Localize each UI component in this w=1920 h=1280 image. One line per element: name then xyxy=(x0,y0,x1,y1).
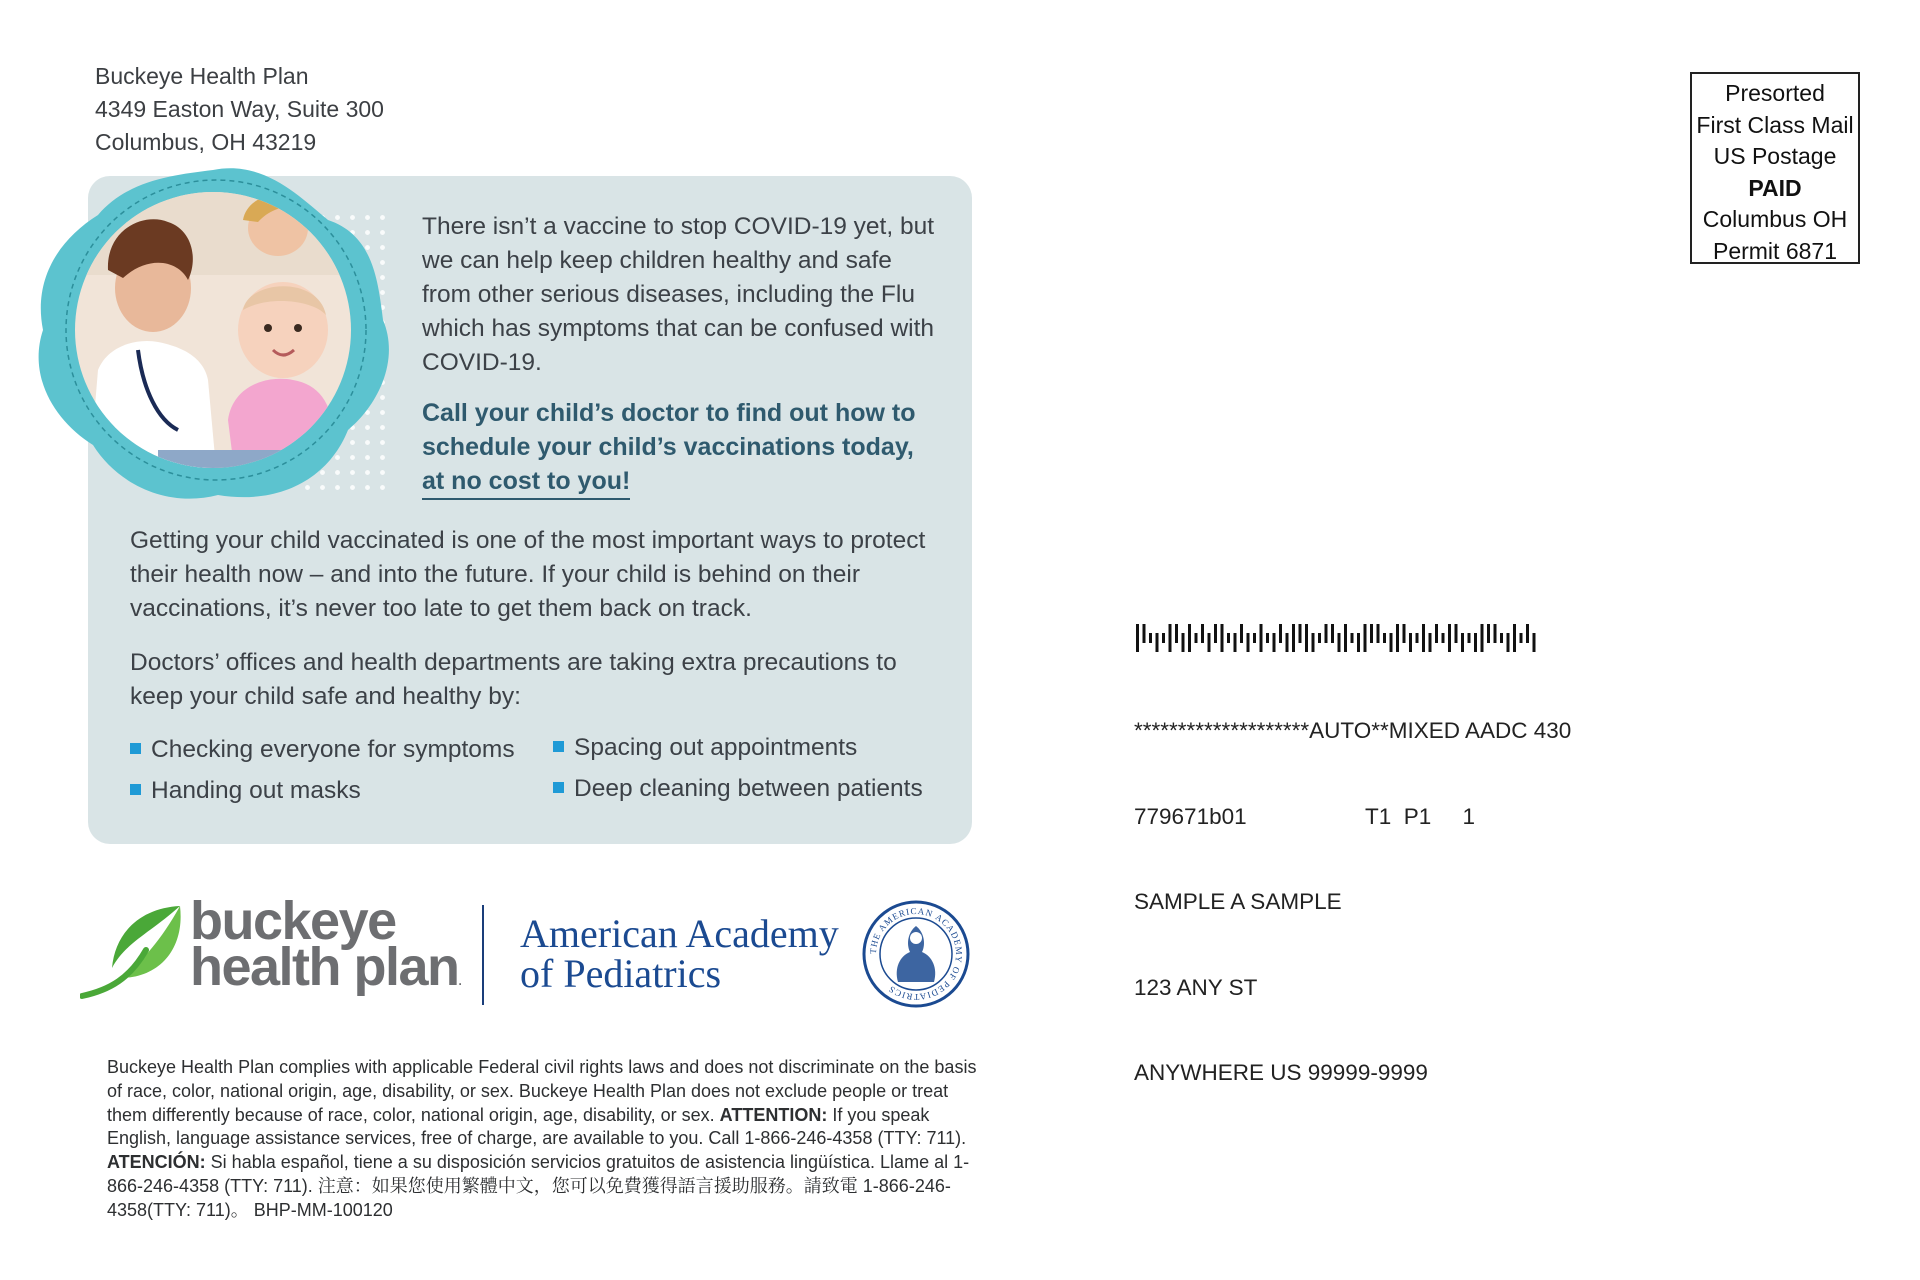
bullet-item xyxy=(130,777,361,805)
barcode-bar xyxy=(1461,633,1464,652)
barcode-bar xyxy=(1344,624,1347,652)
aap-seal-text: THE AMERICAN ACADEMY OF PEDIATRICS xyxy=(867,905,965,1003)
barcode-bar xyxy=(1442,633,1445,643)
photo-blob-icon xyxy=(28,160,398,510)
bullet-square-icon xyxy=(130,743,141,754)
recipient-name: SAMPLE A SAMPLE xyxy=(1134,889,1342,914)
barcode-bar xyxy=(1325,624,1328,643)
barcode-bar xyxy=(1429,633,1432,652)
barcode-bar xyxy=(1507,633,1510,652)
barcode-bar xyxy=(1331,624,1334,643)
tracking-line: 779671b01 T1 P1 1 xyxy=(1134,803,1476,829)
buckeye-line1: buckeye xyxy=(190,891,396,951)
barcode-bar xyxy=(1390,633,1393,652)
intro-paragraph: There isn’t a vaccine to stop COVID-19 yet, but we can help keep children healthy and safe from other serious diseases, including the Flu which has symptoms that can be confused with COVID-19. xyxy=(422,213,935,376)
logo-divider xyxy=(482,905,484,1005)
barcode-bar xyxy=(1169,624,1172,652)
barcode-bar xyxy=(1201,624,1204,643)
barcode-bar xyxy=(1448,624,1451,652)
barcode-bar xyxy=(1409,633,1412,652)
barcode-bar xyxy=(1416,633,1419,643)
barcode-bar xyxy=(1175,624,1178,643)
return-city: Columbus, OH 43219 xyxy=(95,129,317,155)
return-address xyxy=(95,60,384,159)
barcode-bar xyxy=(1260,624,1263,652)
barcode-bar xyxy=(1520,633,1523,643)
barcode-bar xyxy=(1338,633,1341,652)
barcode-bar xyxy=(1422,624,1425,652)
call-to-action xyxy=(422,396,942,498)
attention-label: ATTENTION: xyxy=(719,1104,828,1125)
barcode-bar xyxy=(1162,633,1165,643)
bullet-square-icon xyxy=(130,784,141,795)
mailing-address xyxy=(1134,660,1571,1116)
indicia-paid: PAID xyxy=(1748,174,1802,201)
indicia-line3: US Postage xyxy=(1713,143,1837,169)
barcode-bar xyxy=(1247,633,1250,652)
body-paragraph-2: Doctors’ offices and health departments are taking extra precautions to keep your child safe and healthy by: xyxy=(130,649,897,710)
recipient-street: 123 ANY ST xyxy=(1134,974,1258,1000)
barcode-bar xyxy=(1513,624,1516,652)
bullet-item xyxy=(553,734,857,762)
nondiscrimination-notice xyxy=(107,1056,987,1223)
barcode-bar xyxy=(1357,633,1360,652)
barcode-bar xyxy=(1279,624,1282,643)
bullet-text: Handing out masks xyxy=(151,777,361,804)
barcode-bar xyxy=(1396,624,1399,652)
barcode-bar xyxy=(1156,633,1159,652)
indicia-permit: Permit 6871 xyxy=(1712,237,1837,264)
imb-barcode xyxy=(1134,624,1654,654)
barcode-bar xyxy=(1234,633,1237,652)
barcode-bar xyxy=(1494,624,1497,643)
barcode-bar xyxy=(1468,633,1471,643)
barcode-bar xyxy=(1526,624,1529,643)
barcode-bar xyxy=(1266,633,1269,643)
barcode-bar xyxy=(1533,633,1536,652)
barcode-bar xyxy=(1487,624,1490,643)
aap-line1: American Academy xyxy=(520,911,839,956)
barcode-bar xyxy=(1208,633,1211,652)
buckeye-logo-text xyxy=(190,891,462,1004)
barcode-bar xyxy=(1253,633,1256,643)
bullet-item xyxy=(553,775,923,803)
cta-main: Call your child’s doctor to find out how to schedule your child’s vaccinations today, xyxy=(422,399,916,461)
barcode-bar xyxy=(1240,624,1243,643)
presort-line: ********************AUTO**MIXED AADC 430 xyxy=(1134,718,1572,743)
barcode-bar xyxy=(1195,633,1198,643)
cta-no-cost: at no cost to you! xyxy=(422,467,630,500)
barcode-bar xyxy=(1214,624,1217,643)
aap-logo-text xyxy=(520,911,839,996)
indicia-line2: First Class Mail xyxy=(1696,111,1854,138)
barcode-bar xyxy=(1364,624,1367,652)
body-paragraph-1: Getting your child vaccinated is one of the most important ways to protect their health now – and into the future. If your child is behind on their vaccinations, it’s never too late to get them back on track. xyxy=(130,527,926,622)
buckeye-line2-text: health plan xyxy=(190,937,459,997)
aap-seal-icon xyxy=(860,898,972,1010)
barcode-bar xyxy=(1182,633,1185,652)
barcode-bar xyxy=(1188,624,1191,652)
aap-line2: of Pediatrics xyxy=(520,951,722,996)
barcode-bar xyxy=(1318,633,1321,643)
buckeye-mark: . xyxy=(458,974,462,988)
barcode-bar xyxy=(1474,633,1477,652)
recipient-city: ANYWHERE US 99999-9999 xyxy=(1134,1060,1428,1085)
barcode-bar xyxy=(1351,633,1354,643)
barcode-bar xyxy=(1292,624,1295,652)
barcode-bar xyxy=(1383,633,1386,643)
barcode-bar xyxy=(1136,624,1139,652)
barcode-bar xyxy=(1227,633,1230,643)
barcode-bar xyxy=(1481,624,1484,652)
barcode-bar xyxy=(1305,624,1308,652)
barcode-bar xyxy=(1149,633,1152,643)
barcode-bar xyxy=(1286,633,1289,652)
bullet-item xyxy=(130,736,515,764)
atencion-label: ATENCIÓN: xyxy=(107,1152,206,1173)
barcode-bar xyxy=(1435,624,1438,643)
barcode-bar xyxy=(1370,624,1373,643)
buckeye-line2 xyxy=(190,937,462,1004)
indicia-line1: Presorted xyxy=(1725,80,1825,106)
return-street: 4349 Easton Way, Suite 300 xyxy=(95,96,384,122)
leaf-icon xyxy=(80,898,195,1003)
bullet-text: Spacing out appointments xyxy=(574,734,858,761)
bullet-square-icon xyxy=(553,782,564,793)
barcode-bar xyxy=(1143,624,1146,643)
bullet-square-icon xyxy=(553,741,564,752)
notice-part3: Si habla español, tiene a su disposición servicios gratuitos de asistencia lingüística. Llame al 1-866-246-4358 (TTY: 711). 注意：如果您使用繁體中文，您可以免費獲得語言援助服務。請致電 1-866-246-4358(TTY: 711)。 BHP-MM-100120 xyxy=(107,1152,970,1220)
notice-part1: Buckeye Health Plan complies with applicable Federal civil rights laws and does not discriminate on the basis of race, color, national origin, age, disability, or sex. Buckeye Health Plan does not exclude people or treat them differently because of race, color, national origin, age, disability, or sex. xyxy=(107,1057,977,1125)
barcode-bar xyxy=(1221,624,1224,652)
bullet-text: Checking everyone for symptoms xyxy=(151,736,515,763)
barcode-bar xyxy=(1403,624,1406,643)
bullet-text: Deep cleaning between patients xyxy=(574,775,923,802)
return-name: Buckeye Health Plan xyxy=(95,63,309,89)
postage-indicia xyxy=(1690,72,1860,264)
doctor-photo-badge xyxy=(28,160,398,510)
barcode-bar xyxy=(1299,624,1302,643)
barcode-bar xyxy=(1312,633,1315,652)
notice-part2: If you speak English, language assistance services, free of charge, are available to you. Call 1-866-246-4358 (TTY: 711). xyxy=(107,1104,967,1149)
barcode-bar xyxy=(1377,624,1380,643)
barcode-bar xyxy=(1273,633,1276,652)
indicia-line5: Columbus OH xyxy=(1702,206,1848,232)
barcode-bar xyxy=(1455,624,1458,643)
barcode-bar xyxy=(1500,633,1503,643)
